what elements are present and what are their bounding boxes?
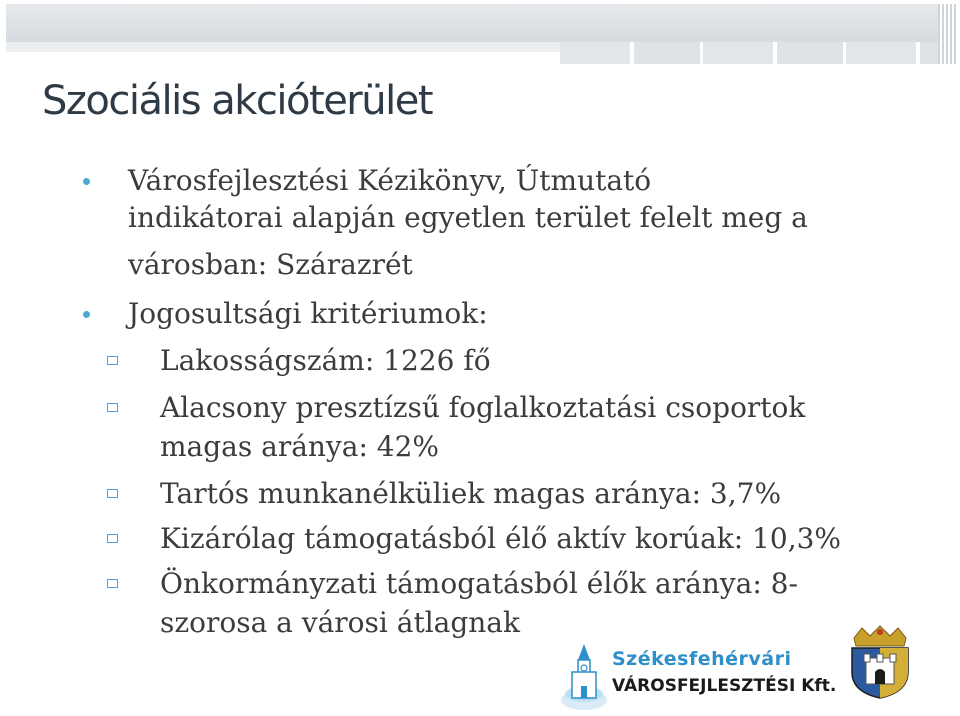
- sub-bullet-1-line-1: Lakosságszám: 1226 fő: [160, 344, 491, 377]
- bullet-1-line-2: indikátorai alapján egyetlen terület felelt meg a: [128, 201, 808, 234]
- slide-header-decoration: [0, 0, 960, 66]
- sub-bullet-2-line-1: Alacsony presztízsű foglalkoztatási csoportok: [160, 391, 806, 424]
- slide-title: Szociális akcióterület: [42, 78, 433, 124]
- sub-bullet-5-line-1: Önkormányzati támogatásból élők aránya: 8-: [160, 567, 798, 600]
- coat-of-arms-icon: [844, 624, 916, 700]
- sub-bullet-square: [107, 489, 118, 498]
- bullet-dot: [83, 178, 90, 185]
- sub-bullet-square: [107, 534, 118, 543]
- logo-line-1: Székesfehérvári: [612, 648, 792, 670]
- header-stripes: [938, 4, 956, 64]
- sub-bullet-4-line-1: Kizárólag támogatásból élő aktív korúak: 10,3%: [160, 522, 842, 555]
- bullet-dot: [83, 311, 90, 318]
- bullet-1-line-3: városban: Szárazrét: [128, 248, 413, 281]
- header-band: [6, 4, 950, 42]
- logo-line-2: VÁROSFEJLESZTÉSI Kft.: [612, 676, 837, 696]
- bullet-2-line-1: Jogosultsági kritériumok:: [128, 297, 488, 330]
- sub-bullet-2-line-2: magas aránya: 42%: [160, 430, 440, 463]
- church-tower-icon: [560, 642, 608, 714]
- bullet-1-line-1: Városfejlesztési Kézikönyv, Útmutató: [128, 164, 652, 197]
- sub-bullet-square: [107, 356, 118, 365]
- header-band-segments: [560, 42, 950, 64]
- sub-bullet-5-line-2: szorosa a városi átlagnak: [160, 606, 520, 639]
- sub-bullet-square: [107, 579, 118, 588]
- company-logo: [560, 640, 940, 716]
- header-band-lower: [6, 42, 560, 52]
- sub-bullet-3-line-1: Tartós munkanélküliek magas aránya: 3,7%: [160, 477, 782, 510]
- sub-bullet-square: [107, 403, 118, 412]
